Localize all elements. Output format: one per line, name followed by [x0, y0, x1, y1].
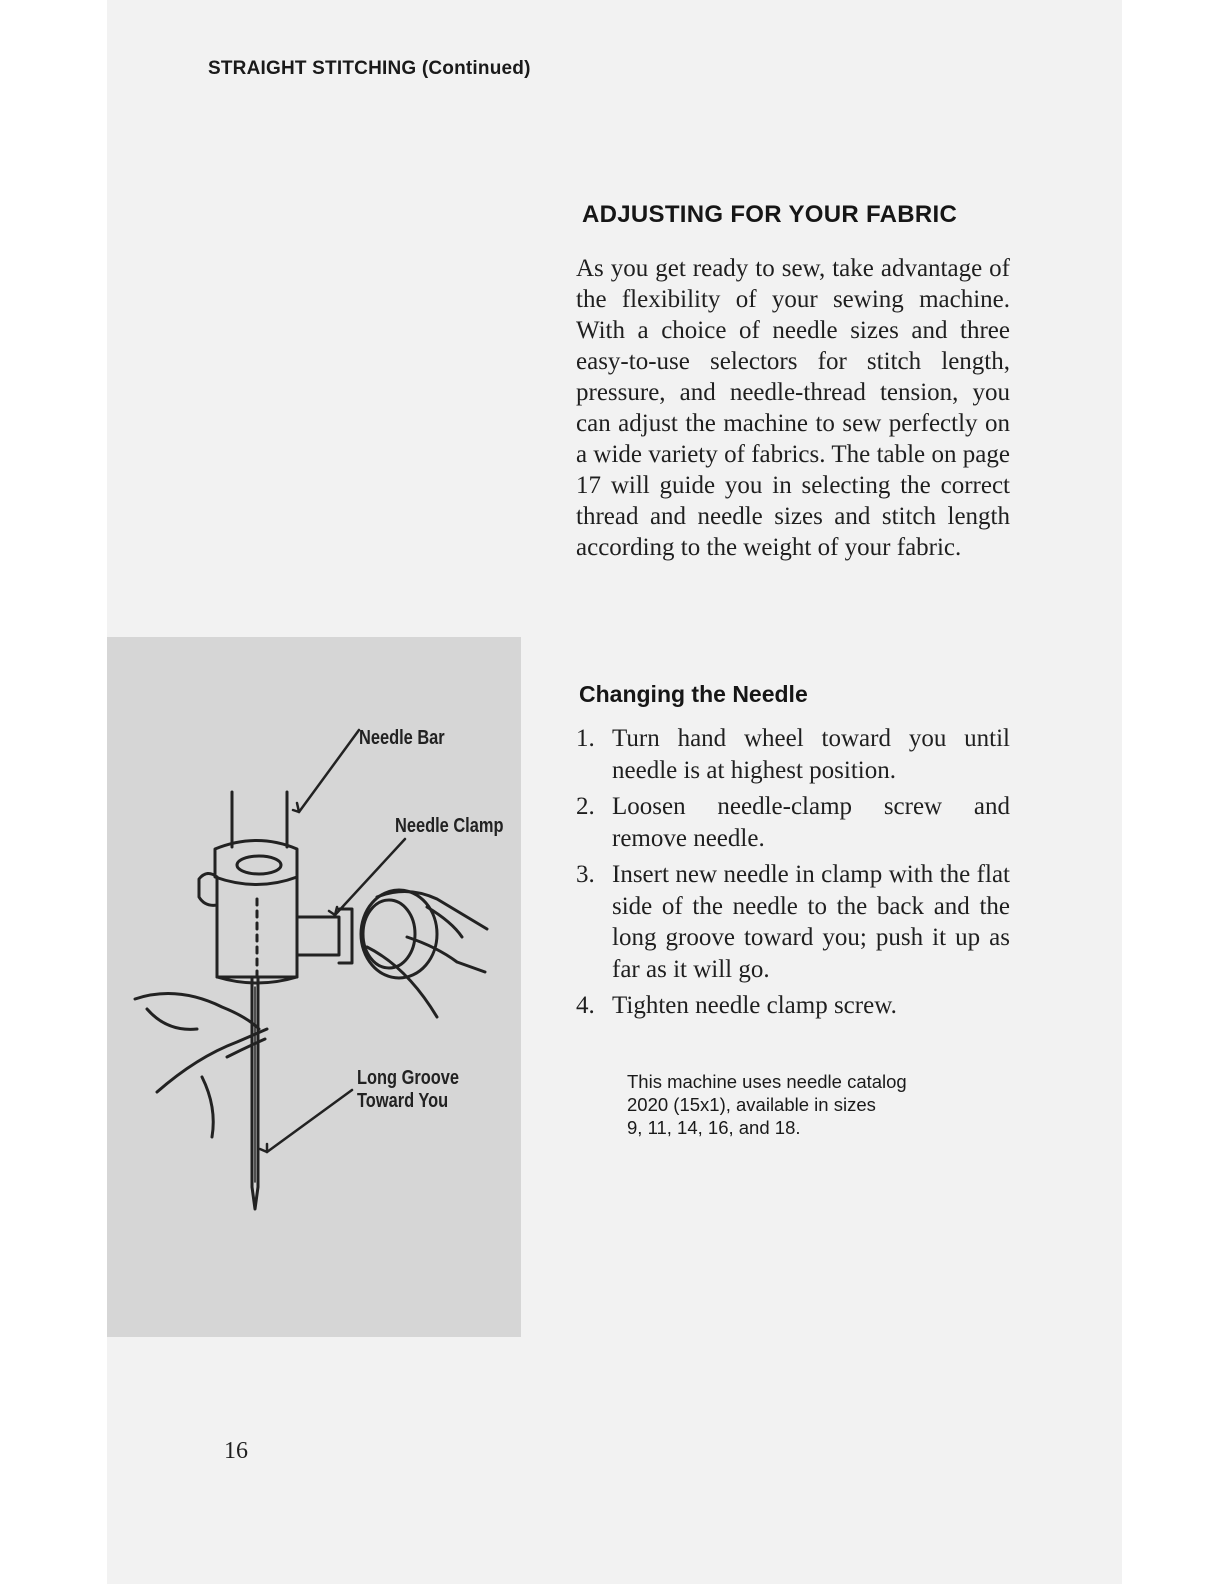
needle-clamp-arrowhead [329, 907, 337, 915]
step-item [576, 723, 1010, 786]
right-hand-palm [367, 947, 437, 1017]
needle-bar-leader [299, 730, 359, 812]
step-number: 2. [576, 793, 595, 820]
step-text: Tighten needle clamp screw. [612, 992, 897, 1019]
clamp-screw-shaft [297, 917, 339, 955]
needle-change-illustration [107, 637, 521, 1337]
left-hand-top [135, 994, 259, 1029]
long-groove-leader [267, 1090, 352, 1152]
needle-bar-arrowhead [293, 803, 299, 812]
running-header: STRAIGHT STITCHING (Continued) [208, 58, 531, 79]
step-list [576, 723, 1010, 1027]
step-number: 1. [576, 725, 595, 752]
step-item [576, 990, 1010, 1022]
left-hand-wrist [202, 1077, 213, 1137]
needle-catalog-note [627, 1070, 1007, 1139]
clamp-collar [215, 841, 297, 885]
step-text: Insert new needle in clamp with the flat side of the needle to the back and the long groove toward you; push it up as far as it will go. [612, 861, 1010, 983]
note-line: 2020 (15x1), available in sizes [627, 1094, 876, 1115]
needle-bar-label: Needle Bar [359, 727, 445, 749]
step-number: 3. [576, 861, 595, 888]
long-groove-arrowhead [260, 1144, 267, 1152]
clamp-collar-hole [237, 856, 281, 874]
note-line: 9, 11, 14, 16, and 18. [627, 1117, 801, 1138]
left-hand-finger [147, 1009, 197, 1029]
step-text: Loosen needle-clamp screw and remove needle. [612, 793, 1010, 852]
step-item [576, 791, 1010, 854]
long-groove-label-line1: Long Groove [357, 1067, 460, 1089]
section-title: ADJUSTING FOR YOUR FABRIC [582, 201, 958, 228]
step-item [576, 859, 1010, 985]
clamp-screw-head-inner [363, 900, 415, 968]
step-text: Turn hand wheel toward you until needle is at highest position. [612, 725, 1010, 784]
right-hand-thumb [407, 937, 485, 972]
intro-paragraph: As you get ready to sew, take advantage of the flexibility of your sewing machine. With a choice of needle sizes and three easy-to-use selectors for stitch length, pressure, and needle-thread tension, you can adjust the machine to sew perfectly on a wide variety of fabrics. The table on page 17 will guide you in selecting the correct thread and needle sizes and stitch length according to the weight of your fabric. [576, 255, 1010, 561]
step-number: 4. [576, 992, 595, 1019]
long-groove-label-line2: Toward You [357, 1090, 449, 1112]
page-number: 16 [224, 1438, 248, 1464]
note-line: This machine uses needle catalog [627, 1071, 907, 1092]
needle-illustration-drawing [107, 637, 521, 1337]
clamp-screw-neck [339, 909, 352, 963]
subsection-title: Changing the Needle [579, 681, 808, 707]
needle-clamp-label: Needle Clamp [395, 815, 504, 837]
